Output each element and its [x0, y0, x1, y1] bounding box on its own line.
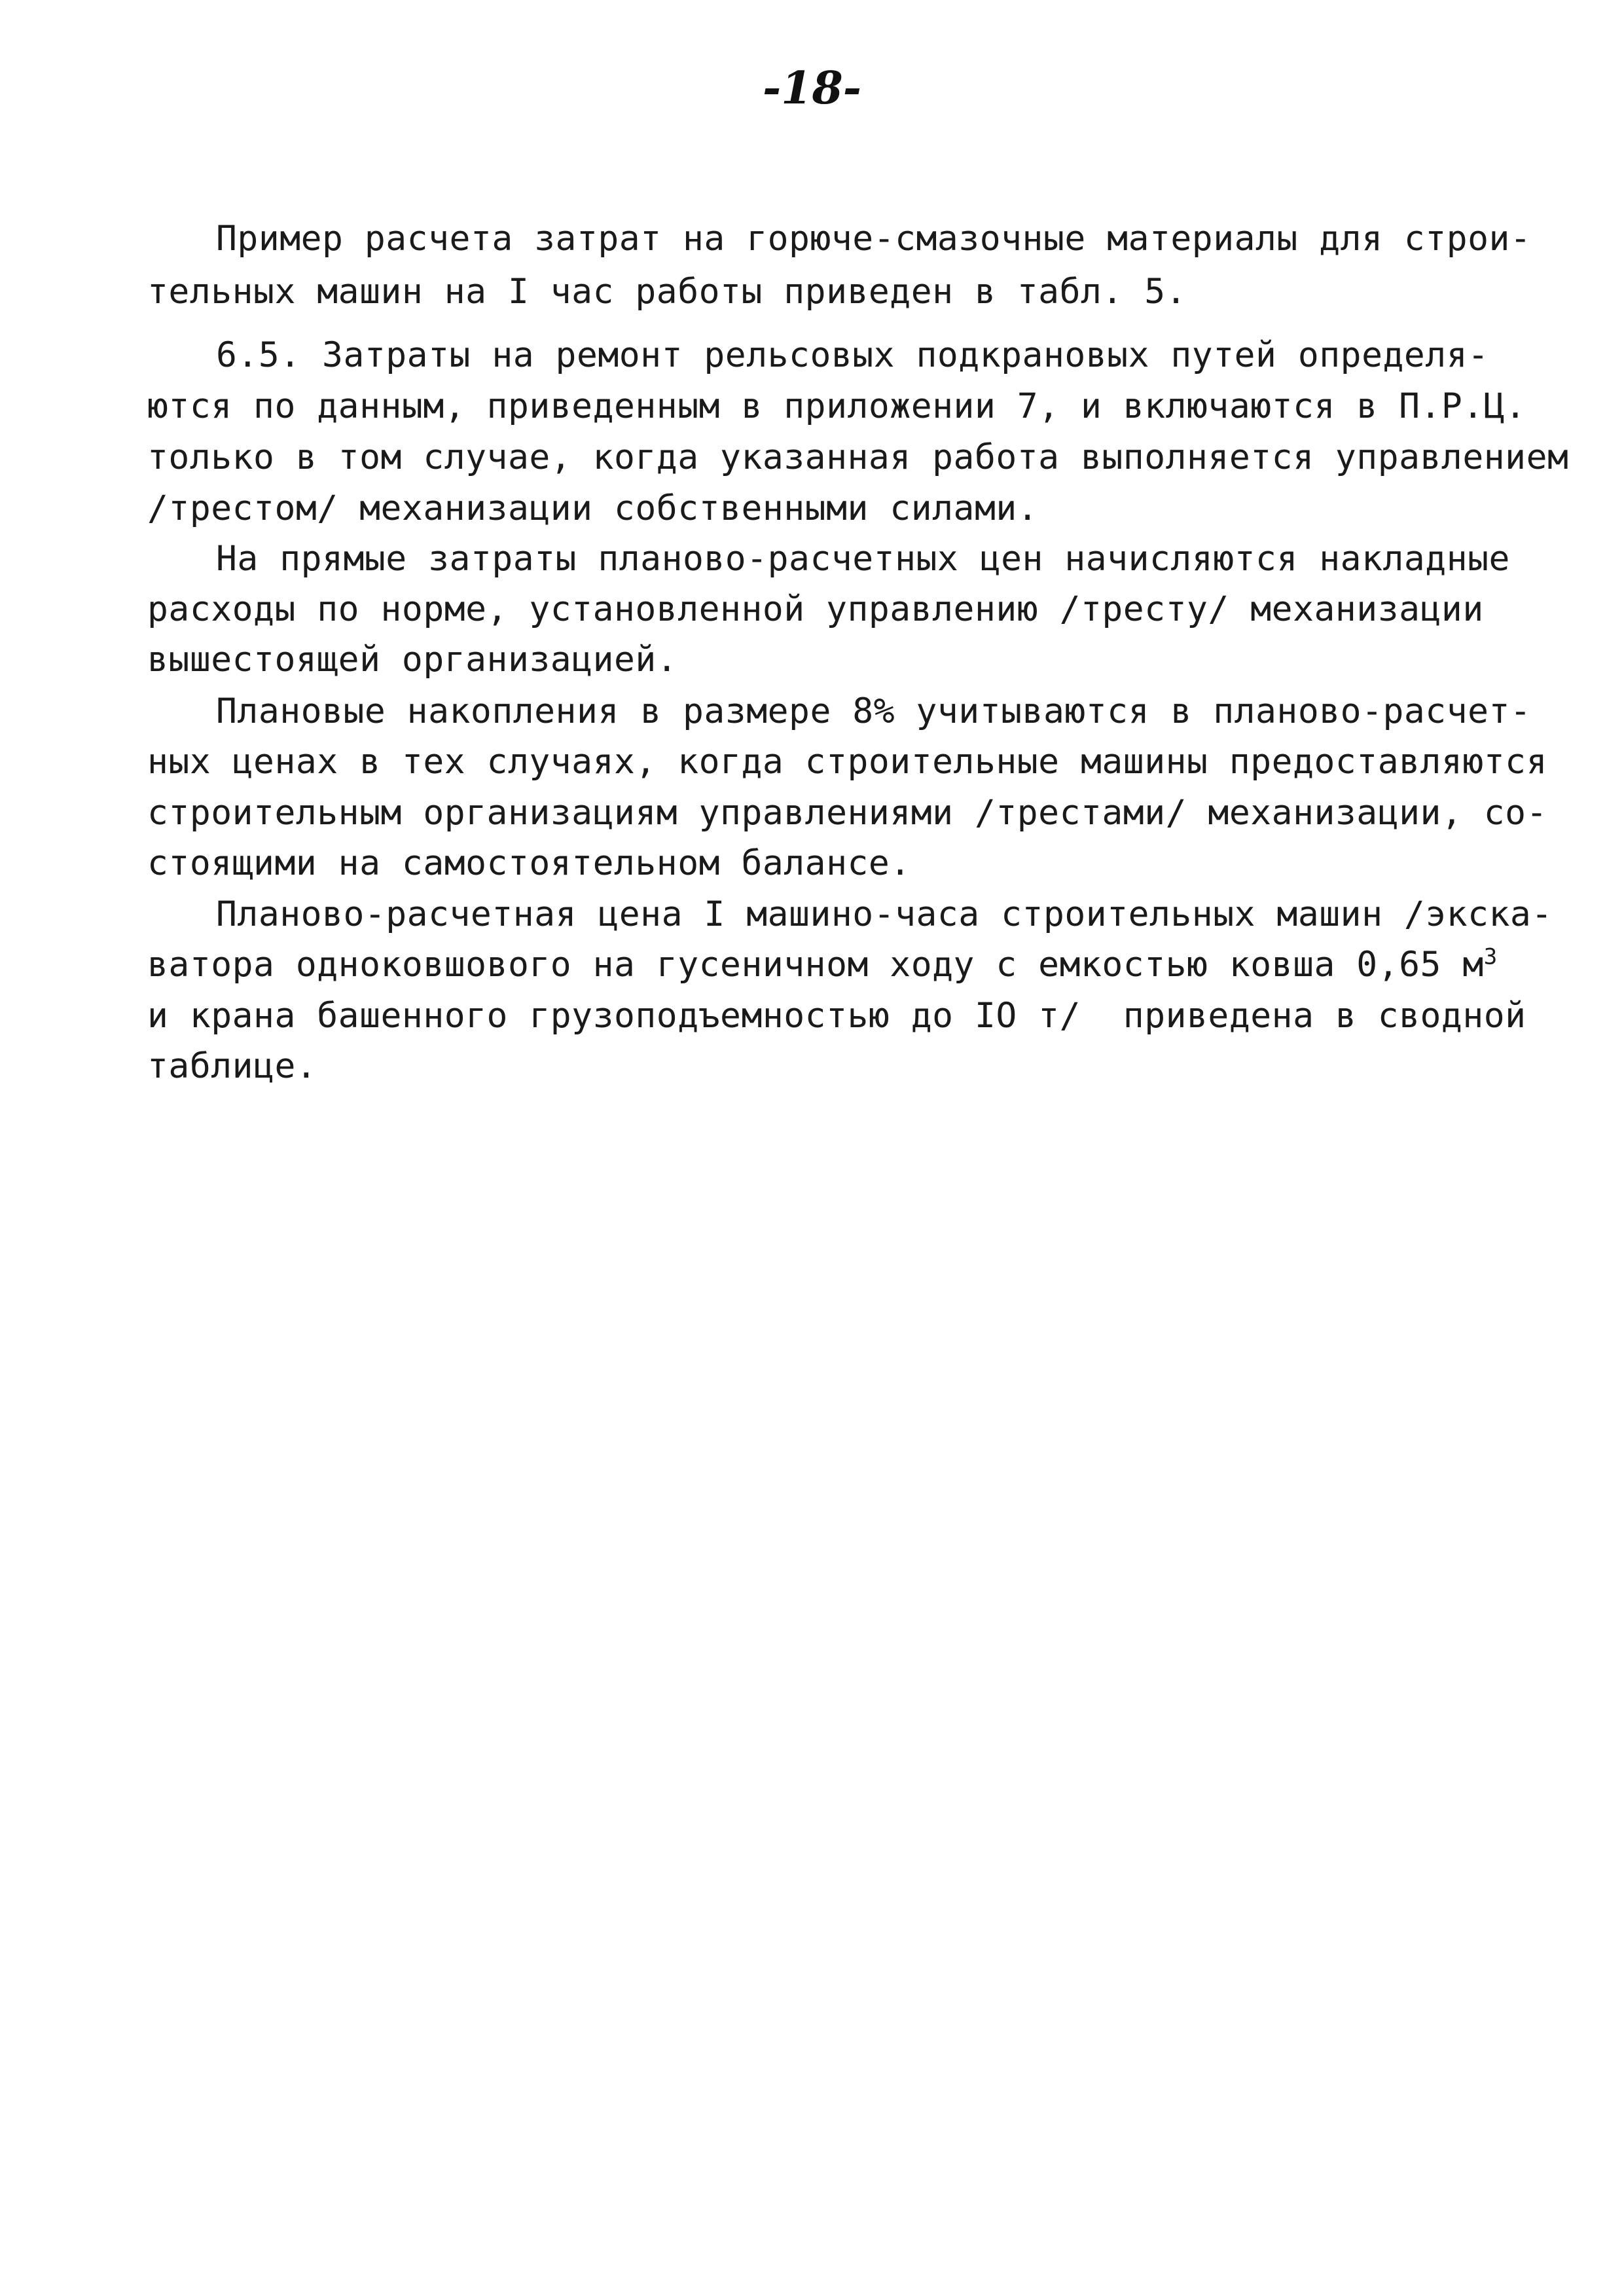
text-line-10: Плановые накопления в размере 8% учитываются в планово-расчет-	[216, 691, 1532, 731]
page-number: -18-	[762, 62, 862, 115]
text-line-3: 6.5. Затраты на ремонт рельсовых подкрановых путей определя-	[216, 335, 1489, 375]
text-line-9: вышестоящей организацией.	[147, 640, 678, 680]
text-line-8: расходы по норме, установленной управлению /тресту/ механизации	[147, 589, 1484, 629]
text-line-11: ных ценах в тех случаях, когда строительные машины предоставляются	[147, 742, 1547, 782]
text-line-14: Планово-расчетная цена I машино-часа строительных машин /экска-	[216, 894, 1553, 934]
text-line-12: строительным организациям управлениями /трестами/ механизации, со-	[147, 793, 1547, 833]
text-line-4: ются по данным, приведенным в приложении 7, и включаются в П.Р.Ц.	[147, 386, 1526, 426]
text-line-15	[147, 943, 1498, 985]
text-line-17: таблице.	[147, 1046, 317, 1086]
text-line-15-body: ватора одноковшового на гусеничном ходу с емкостью ковша 0,65 м	[147, 945, 1484, 985]
text-line-1: Пример расчета затрат на горюче-смазочные материалы для строи-	[216, 219, 1532, 259]
text-line-16: и крана башенного грузоподъемностью до IO т/ приведена в сводной	[147, 996, 1526, 1036]
text-line-2: тельных машин на I час работы приведен в табл. 5.	[147, 272, 1187, 312]
text-line-7: На прямые затраты планово-расчетных цен начисляются накладные	[216, 539, 1510, 579]
text-line-13: стоящими на самостоятельном балансе.	[147, 843, 911, 883]
text-line-5: только в том случае, когда указанная работа выполняется управлением	[147, 437, 1569, 477]
text-line-6: /трестом/ механизации собственными силами.	[147, 488, 1039, 528]
superscript-cube: 3	[1483, 943, 1498, 970]
